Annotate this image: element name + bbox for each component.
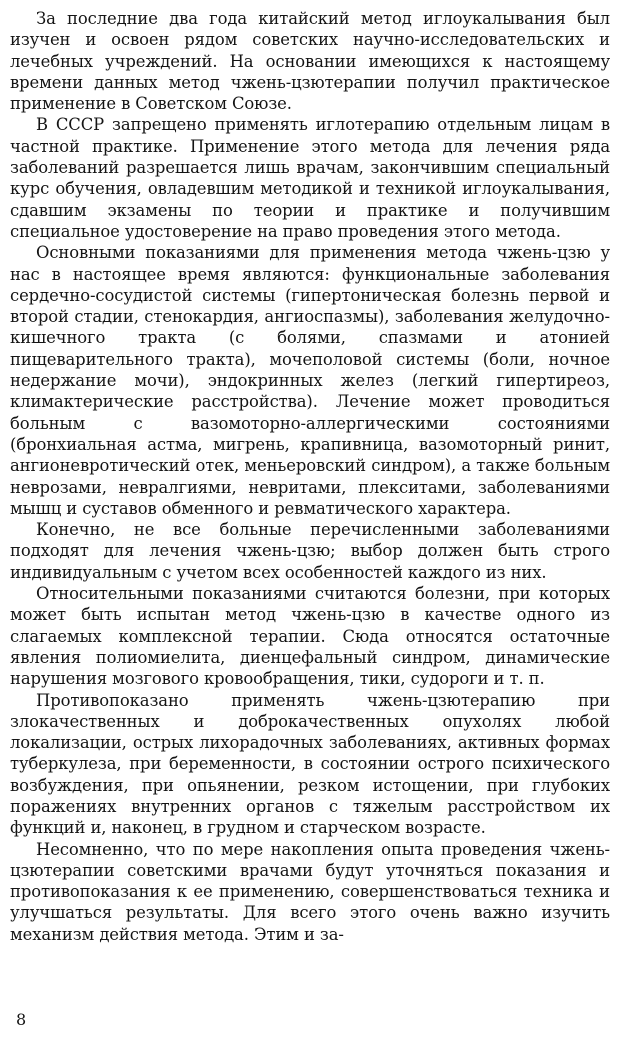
paragraph-future-outlook: Несомненно, что по мере накопления опыта проведения чжень-цзютерапии советскими врачами будут уточняться показания и противопоказания к ее применению, совершенствоваться техника и улучшаться результаты. Для всего этого очень важно изучить механизм действия метода. Этим и за- (10, 839, 610, 944)
paragraph-intro: За последние два года китайский метод иглоукалывания был изучен и освоен рядом советских научно-исследовательских и лечебных учреждений. На основании имеющихся к настоящему времени данных метод чжень-цзютерапии получил практическое применение в Советском Союзе. (10, 9, 610, 114)
page-number: 8 (16, 1010, 27, 1029)
paragraph-relative-indications: Относительными показаниями считаются болезни, при которых может быть испытан метод чжень-цзю в качестве одного из слагаемых комплексной терапии. Сюда относятся остаточные явления полиомиелита, диенцефальный синдром, динамические нарушения мозгового кровообращения, тики, судороги и т. п. (10, 584, 610, 689)
paragraph-main-indications: Основными показаниями для применения метода чжень-цзю у нас в настоящее время являются: функциональные заболевания сердечно-сосудистой системы (гипертоническая болезнь первой и второй стадии, стенокардия, ангиоспазмы), заболевания желудочно-кишечного тракта (с болями, спазмами и атонией пищеварительного тракта), мочеполовой системы (боли, ночное недержание мочи), эндокринных желез (легкий гипертиреоз, климактерические расстройства). Лечение может проводиться больным с вазомоторно-аллергическими состояниями (бронхиальная астма, мигрень, крапивница, вазомоторный ринит, ангионевротический отек, меньеровский синдром), а также больным неврозами, невралгиями, невритами, плекситами, заболеваниями мышц и суставов обменного и ревматического характера. (10, 243, 610, 518)
paragraph-contraindications: Противопоказано применять чжень-цзютерапию при злокачественных и доброкачественных опухолях любой локализации, острых лихорадочных заболеваниях, активных формах туберкулеза, при беременности, в состоянии острого психического возбуждения, при опьянении, резком истощении, при глубоких поражениях внутренних органов с тяжелым расстройством их функций и, наконец, в грудном и старческом возрасте. (10, 690, 610, 838)
paragraph-patient-selection: Конечно, не все больные перечисленными заболеваниями подходят для лечения чжень-цзю; выбор должен быть строго индивидуальным с учетом всех особенностей каждого из них. (10, 520, 610, 582)
paragraph-ussr-regulation: В СССР запрещено применять иглотерапию отдельным лицам в частной практике. Применение этого метода для лечения ряда заболеваний разрешается лишь врачам, закончившим специальный курс обучения, овладевшим методикой и техникой иглоукалывания, сдавшим экзамены по теории и практике и получившим специальное удостоверение на право проведения этого метода. (10, 115, 610, 241)
page-text (10, 8, 610, 945)
